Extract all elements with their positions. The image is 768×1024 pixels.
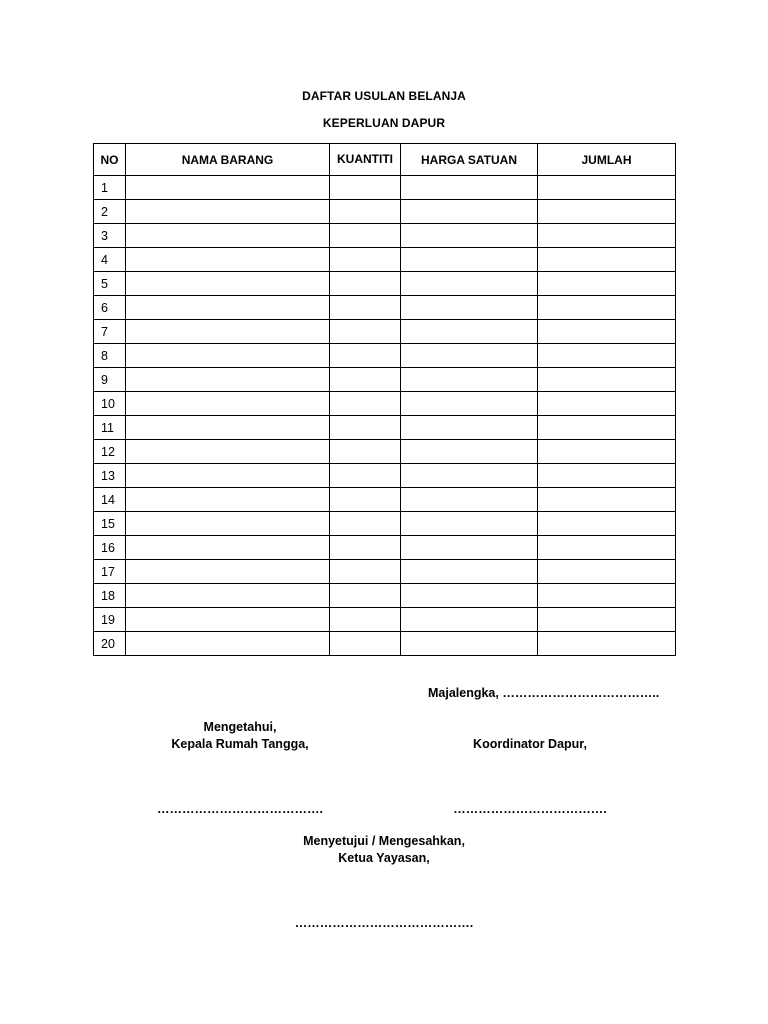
- table-row: [94, 512, 676, 536]
- kuantiti-cell[interactable]: [330, 512, 401, 536]
- table-row: [94, 248, 676, 272]
- harga-satuan-cell[interactable]: [401, 608, 538, 632]
- table-header-row: [94, 144, 676, 176]
- jumlah-cell[interactable]: [538, 224, 676, 248]
- table-row: [94, 344, 676, 368]
- kuantiti-cell[interactable]: [330, 272, 401, 296]
- nama-barang-cell[interactable]: [126, 464, 330, 488]
- kuantiti-cell[interactable]: [330, 200, 401, 224]
- table-row: [94, 200, 676, 224]
- jumlah-cell[interactable]: [538, 344, 676, 368]
- nama-barang-cell[interactable]: [126, 344, 330, 368]
- harga-satuan-cell[interactable]: [401, 464, 538, 488]
- row-number: 3: [94, 224, 126, 248]
- table-row: [94, 608, 676, 632]
- row-number: 20: [94, 632, 126, 656]
- jumlah-cell[interactable]: [538, 536, 676, 560]
- table-row: [94, 536, 676, 560]
- approve-line1: Menyetujui / Mengesahkan,: [303, 834, 465, 848]
- row-number: 16: [94, 536, 126, 560]
- row-number: 5: [94, 272, 126, 296]
- row-number: 12: [94, 440, 126, 464]
- row-number: 4: [94, 248, 126, 272]
- kuantiti-cell[interactable]: [330, 344, 401, 368]
- kuantiti-cell[interactable]: [330, 248, 401, 272]
- jumlah-cell[interactable]: [538, 584, 676, 608]
- jumlah-cell[interactable]: [538, 440, 676, 464]
- nama-barang-cell[interactable]: [126, 632, 330, 656]
- nama-barang-cell[interactable]: [126, 392, 330, 416]
- kuantiti-cell[interactable]: [330, 488, 401, 512]
- table-row: [94, 224, 676, 248]
- harga-satuan-cell[interactable]: [401, 416, 538, 440]
- harga-satuan-cell[interactable]: [401, 440, 538, 464]
- table-row: [94, 632, 676, 656]
- table-row: [94, 296, 676, 320]
- kuantiti-cell[interactable]: [330, 584, 401, 608]
- right-signature-line: ……………………………….: [453, 802, 607, 816]
- header-jumlah: JUMLAH: [538, 144, 676, 176]
- jumlah-cell[interactable]: [538, 296, 676, 320]
- row-number: 2: [94, 200, 126, 224]
- harga-satuan-cell[interactable]: [401, 200, 538, 224]
- nama-barang-cell[interactable]: [126, 440, 330, 464]
- nama-barang-cell[interactable]: [126, 368, 330, 392]
- harga-satuan-cell[interactable]: [401, 512, 538, 536]
- signature-block-ketua-yayasan: [284, 833, 484, 867]
- right-title: Koordinator Dapur,: [473, 737, 587, 751]
- row-number: 11: [94, 416, 126, 440]
- nama-barang-cell[interactable]: [126, 272, 330, 296]
- signature-block-kepala-rumah-tangga: [140, 719, 340, 753]
- table-row: [94, 440, 676, 464]
- kuantiti-cell[interactable]: [330, 368, 401, 392]
- header-kuantiti: [330, 144, 401, 176]
- row-number: 17: [94, 560, 126, 584]
- table-row: [94, 488, 676, 512]
- kuantiti-cell[interactable]: [330, 392, 401, 416]
- kuantiti-cell[interactable]: [330, 536, 401, 560]
- row-number: 14: [94, 488, 126, 512]
- harga-satuan-cell[interactable]: [401, 536, 538, 560]
- harga-satuan-cell[interactable]: [401, 584, 538, 608]
- row-number: 18: [94, 584, 126, 608]
- header-kuantiti-label: KUANTITI: [337, 152, 393, 166]
- harga-satuan-cell[interactable]: [401, 392, 538, 416]
- jumlah-cell[interactable]: [538, 320, 676, 344]
- signature-block-koordinator-dapur: [440, 736, 620, 753]
- harga-satuan-cell[interactable]: [401, 320, 538, 344]
- row-number: 6: [94, 296, 126, 320]
- jumlah-cell[interactable]: [538, 392, 676, 416]
- nama-barang-cell[interactable]: [126, 560, 330, 584]
- harga-satuan-cell[interactable]: [401, 176, 538, 200]
- kuantiti-cell[interactable]: [330, 608, 401, 632]
- jumlah-cell[interactable]: [538, 512, 676, 536]
- left-signature-line: ………………………………….: [157, 802, 323, 816]
- jumlah-cell[interactable]: [538, 200, 676, 224]
- nama-barang-cell[interactable]: [126, 416, 330, 440]
- nama-barang-cell[interactable]: [126, 512, 330, 536]
- table-row: [94, 392, 676, 416]
- harga-satuan-cell[interactable]: [401, 344, 538, 368]
- kuantiti-cell[interactable]: [330, 560, 401, 584]
- row-number: 7: [94, 320, 126, 344]
- row-number: 15: [94, 512, 126, 536]
- shopping-list-table: [93, 143, 676, 656]
- harga-satuan-cell[interactable]: [401, 296, 538, 320]
- row-number: 13: [94, 464, 126, 488]
- jumlah-cell[interactable]: [538, 248, 676, 272]
- kuantiti-cell[interactable]: [330, 176, 401, 200]
- nama-barang-cell[interactable]: [126, 488, 330, 512]
- jumlah-cell[interactable]: [538, 488, 676, 512]
- jumlah-cell[interactable]: [538, 560, 676, 584]
- nama-barang-cell[interactable]: [126, 248, 330, 272]
- table-row: [94, 320, 676, 344]
- nama-barang-cell[interactable]: [126, 320, 330, 344]
- table-row: [94, 272, 676, 296]
- nama-barang-cell[interactable]: [126, 296, 330, 320]
- nama-barang-cell[interactable]: [126, 536, 330, 560]
- harga-satuan-cell[interactable]: [401, 368, 538, 392]
- nama-barang-cell[interactable]: [126, 608, 330, 632]
- nama-barang-cell[interactable]: [126, 176, 330, 200]
- place-date-line: Majalengka, ………………………………..: [428, 686, 660, 700]
- header-no: NO: [94, 144, 126, 176]
- kuantiti-cell[interactable]: [330, 632, 401, 656]
- harga-satuan-cell[interactable]: [401, 224, 538, 248]
- table-row: [94, 464, 676, 488]
- row-number: 10: [94, 392, 126, 416]
- kuantiti-cell[interactable]: [330, 416, 401, 440]
- row-number: 9: [94, 368, 126, 392]
- harga-satuan-cell[interactable]: [401, 560, 538, 584]
- table-row: [94, 560, 676, 584]
- nama-barang-cell[interactable]: [126, 200, 330, 224]
- header-harga-satuan: HARGA SATUAN: [401, 144, 538, 176]
- jumlah-cell[interactable]: [538, 416, 676, 440]
- row-number: 1: [94, 176, 126, 200]
- header-nama-barang: NAMA BARANG: [126, 144, 330, 176]
- jumlah-cell[interactable]: [538, 608, 676, 632]
- table-row: [94, 176, 676, 200]
- approve-signature-line: …………………………………….: [294, 916, 474, 930]
- table-row: [94, 416, 676, 440]
- table-row: [94, 368, 676, 392]
- harga-satuan-cell[interactable]: [401, 488, 538, 512]
- document-subtitle: KEPERLUAN DAPUR: [322, 116, 446, 130]
- left-line2: Kepala Rumah Tangga,: [171, 737, 309, 751]
- nama-barang-cell[interactable]: [126, 224, 330, 248]
- kuantiti-cell[interactable]: [330, 464, 401, 488]
- jumlah-cell[interactable]: [538, 464, 676, 488]
- harga-satuan-cell[interactable]: [401, 632, 538, 656]
- kuantiti-cell[interactable]: [330, 440, 401, 464]
- row-number: 19: [94, 608, 126, 632]
- jumlah-cell[interactable]: [538, 176, 676, 200]
- table-row: [94, 584, 676, 608]
- kuantiti-cell[interactable]: [330, 320, 401, 344]
- row-number: 8: [94, 344, 126, 368]
- harga-satuan-cell[interactable]: [401, 272, 538, 296]
- jumlah-cell[interactable]: [538, 632, 676, 656]
- kuantiti-cell[interactable]: [330, 296, 401, 320]
- harga-satuan-cell[interactable]: [401, 248, 538, 272]
- nama-barang-cell[interactable]: [126, 584, 330, 608]
- jumlah-cell[interactable]: [538, 272, 676, 296]
- left-line1: Mengetahui,: [203, 720, 277, 734]
- approve-line2: Ketua Yayasan,: [338, 851, 430, 865]
- kuantiti-cell[interactable]: [330, 224, 401, 248]
- jumlah-cell[interactable]: [538, 368, 676, 392]
- document-title: DAFTAR USULAN BELANJA: [302, 89, 466, 103]
